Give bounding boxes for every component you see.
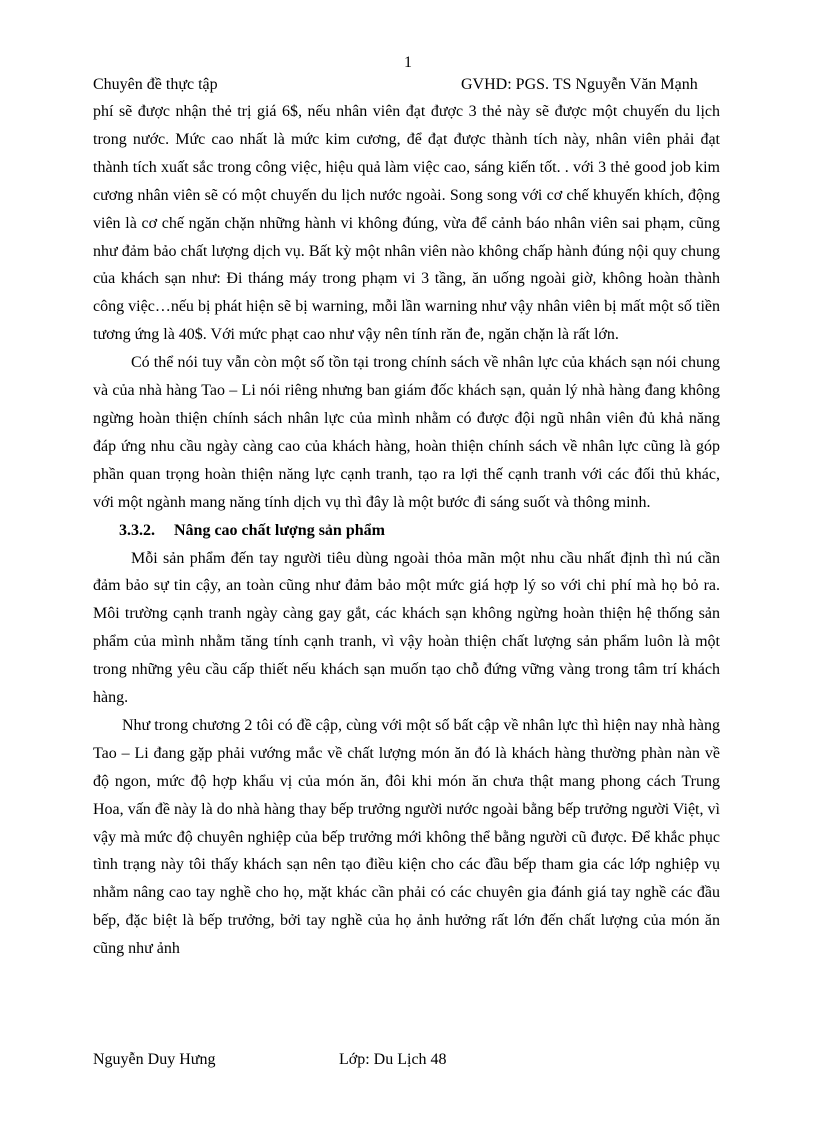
header-document-type: Chuyên đề thực tập	[93, 76, 218, 93]
section-heading	[93, 517, 720, 545]
footer-author: Nguyễn Duy Hưng	[93, 1051, 216, 1068]
section-title: Nâng cao chất lượng sản phẩm	[174, 521, 385, 539]
page-number: 1	[404, 54, 412, 71]
paragraph: Như trong chương 2 tôi có đề cập, cùng với một số bất cập về nhân lực thì hiện nay nhà hàng Tao – Li đang gặp phải vướng mắc về chất lượng món ăn đó là khách hàng thường phàn nàn về độ ngon, mức độ hợp khẩu vị của món ăn, đôi khi món ăn chưa thật mang phong cách Trung Hoa, vấn đề này là do nhà hàng thay bếp trưởng người nước ngoài bằng bếp trưởng người Việt, vì vậy mà mức độ chuyên nghiệp của bếp trưởng mới không thể bằng người cũ được. Để khắc phục tình trạng này tôi thấy khách sạn nên tạo điều kiện cho các đầu bếp tham gia các lớp nghiệp vụ nhằm nâng cao tay nghề cho họ, mặt khác cần phải có các chuyên gia đánh giá tay nghề các đầu bếp, đặc biệt là bếp trưởng, bởi tay nghề của họ ảnh hưởng rất lớn đến chất lượng của món ăn cũng như ảnh	[93, 716, 720, 958]
paragraph: Có thể nói tuy vẫn còn một số tồn tại trong chính sách về nhân lực của khách sạn nói chung và của nhà hàng Tao – Li nói riêng nhưng ban giám đốc khách sạn, quản lý nhà hàng đang không ngừng hoàn thiện chính sách nhân lực của mình nhằm có được đội ngũ nhân viên đủ khả năng đáp ứng nhu cầu ngày càng cao của khách hàng, hoàn thiện chính sách về nhân lực cũng là góp phần quan trọng hoàn thiện năng lực cạnh tranh, tạo ra lợi thế cạnh tranh với các đối thủ khác, với một ngành mang năng tính dịch vụ thì đây là một bước đi sáng suốt và thông minh.	[93, 354, 720, 511]
page-footer	[93, 1051, 693, 1073]
document-body	[93, 98, 720, 963]
header-supervisor: GVHD: PGS. TS Nguyễn Văn Mạnh	[461, 76, 698, 93]
footer-class: Lớp: Du Lịch 48	[339, 1051, 447, 1068]
page-header	[93, 76, 735, 98]
paragraph-continuation: phí sẽ được nhận thẻ trị giá 6$, nếu nhân viên đạt được 3 thẻ này sẽ được một chuyến du lịch trong nước. Mức cao nhất là mức kim cương, để đạt được thành tích này, nhân viên phải đạt thành tích xuất sắc trong công việc, hiệu quả làm việc cao, sáng kiến tốt. . với 3 thẻ good job kim cương nhân viên sẽ có một chuyến du lịch nước ngoài. Song song với cơ chế khuyến khích, động viên là cơ chế ngăn chặn những hành vi không đúng, vừa để cảnh báo nhân viên sai phạm, cũng như đảm bảo chất lượng dịch vụ. Bất kỳ một nhân viên nào không chấp hành đúng nội quy chung của khách sạn như: Đi tháng máy trong phạm vi 3 tầng, ăn uống ngoài giờ, không hoàn thành công việc…nếu bị phát hiện sẽ bị warning, mỗi lần warning như vậy nhân viên bị mất một số tiền tương ứng là 40$. Với mức phạt cao như vậy nên tính răn đe, ngăn chặn là rất lớn.	[93, 103, 720, 344]
section-number: 3.3.2.	[119, 521, 155, 539]
paragraph: Mỗi sản phẩm đến tay người tiêu dùng ngoài thỏa mãn một nhu cầu nhất định thì nú cần đảm bảo sự tin cậy, an toàn cũng như đảm bảo một mức giá hợp lý so với chi phí mà họ bỏ ra. Môi trường cạnh tranh ngày càng gay gắt, các khách sạn không ngừng hoàn thiện hệ thống sản phẩm của mình nhằm tăng tính cạnh tranh, vì vậy hoàn thiện chất lượng sản phẩm luôn là một trong những yêu cầu cấp thiết nếu khách sạn muốn tạo chỗ đứng vững vàng trong tâm trí khách hàng.	[93, 549, 720, 707]
